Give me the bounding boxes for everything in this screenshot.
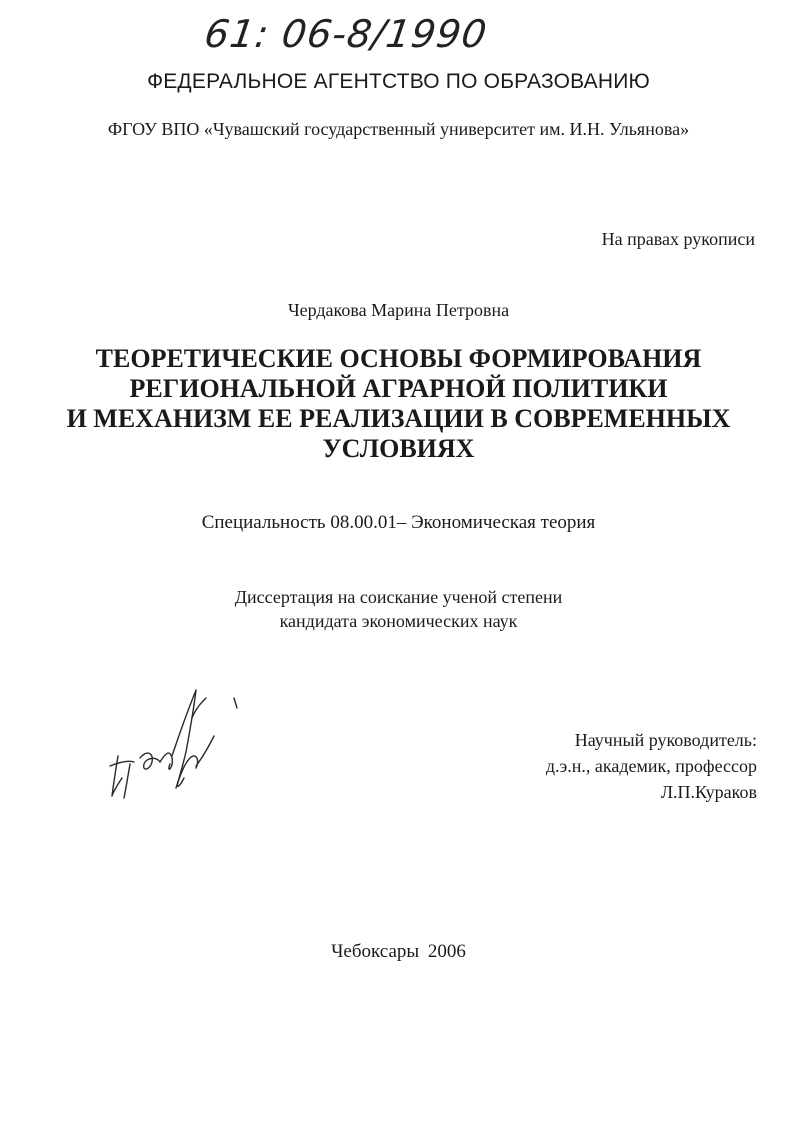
degree-line: Диссертация на соискание ученой степени: [234, 587, 563, 607]
university-name: ФГОУ ВПО «Чувашский государственный университет им. И.Н. Ульянова»: [107, 119, 690, 139]
rights-note: На правах рукописи: [601, 229, 755, 249]
advisor-credentials: д.э.н., академик, профессор: [545, 756, 757, 776]
title-line: И МЕХАНИЗМ ЕЕ РЕАЛИЗАЦИИ В СОВРЕМЕННЫХ: [66, 404, 731, 433]
degree-line: кандидата экономических наук: [279, 611, 518, 631]
dissertation-title: [0, 344, 797, 464]
title-line: ТЕОРЕТИЧЕСКИЕ ОСНОВЫ ФОРМИРОВАНИЯ: [95, 344, 702, 373]
degree-statement: [0, 585, 797, 633]
scientific-advisor: [546, 727, 757, 805]
agency-name: ФЕДЕРАЛЬНОЕ АГЕНТСТВО ПО ОБРАЗОВАНИЮ: [147, 70, 650, 93]
city-year: Чебоксары 2006: [331, 941, 466, 962]
specialty: Специальность 08.00.01– Экономическая теория: [201, 512, 596, 533]
title-line: УСЛОВИЯХ: [322, 434, 475, 463]
author-name: Чердакова Марина Петровна: [287, 300, 510, 320]
archive-code: 61: 06-8/1990: [201, 12, 491, 56]
advisor-name: Л.П.Кураков: [660, 782, 757, 802]
signature-image: [100, 678, 250, 808]
title-line: РЕГИОНАЛЬНОЙ АГРАРНОЙ ПОЛИТИКИ: [129, 374, 668, 403]
advisor-label: Научный руководитель:: [574, 730, 757, 750]
